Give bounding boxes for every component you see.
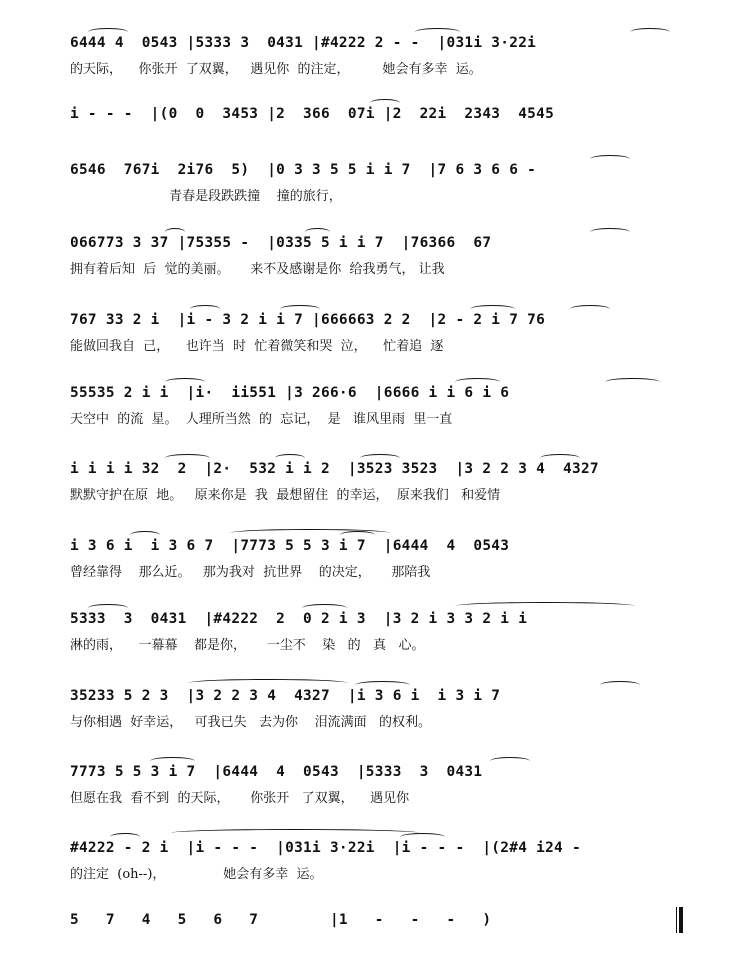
notation-line: 35233 5 2 3 |3 2 2 3 4 4327 |i 3 6 i i 3 i 7 [70,688,501,704]
lyric-line: 与你相遇 好幸运， 可我已失 去为你 泪流满面 的权利。 [70,715,431,730]
slur-mark [150,757,195,765]
slur-mark [490,757,530,765]
lyric-line: 但愿在我 看不到 的天际， 你张开 了双翼， 遇见你 [70,791,410,806]
lyric-line: 的注定 (oh--)， 她会有多幸 运。 [70,867,323,882]
lyric-line: 能做回我自 己， 也许当 时 忙着微笑和哭 泣， 忙着追 逐 [70,339,444,354]
slur-mark [370,99,400,107]
slur-mark [630,28,670,36]
notation-line: i - - - |(0 0 3453 |2 366 07i |2 22i 2343 4545 [70,106,555,122]
slur-mark [590,155,630,163]
slur-mark [340,531,375,539]
slur-mark [165,454,210,462]
slur-mark [470,305,515,313]
notation-line: 6444 4 0543 |5333 3 0431 |#4222 2 - - |031i 3·22i [70,35,537,51]
slur-mark [600,681,640,689]
lyric-line: 天空中 的流 星。 人理所当然 的 忘记， 是 谁风里雨 里一直 [70,412,453,427]
slur-mark [540,454,580,462]
final-barline-thin [676,907,677,933]
final-barline-thick [679,907,683,933]
slur-mark [110,833,140,841]
score-system-3 [70,157,682,217]
notation-line: i i i i 32 2 |2· 532 i i 2 |3523 3523 |3 2 2 3 4 4327 [70,461,599,477]
slur-mark [355,681,410,689]
slur-mark [170,829,420,837]
slur-mark [400,833,445,841]
lyric-line: 青春是段跌跌撞 撞的旅行， [70,189,342,204]
score-system-1 [70,30,682,90]
slur-mark [455,602,635,610]
slur-mark [305,228,330,236]
score-system-4 [70,230,682,290]
slur-mark [88,28,128,36]
slur-mark [590,228,630,236]
slur-mark [280,305,320,313]
notation-line: 066773 3 37 |75355 - |0335 5 i i 7 |76366 67 [70,235,492,251]
slur-mark [130,531,160,539]
slur-mark [188,679,348,687]
score-system-11 [70,759,682,819]
score-system-10 [70,683,682,743]
lyric-line: 默默守护在原 地。 原来你是 我 最想留住 的幸运， 原来我们 和爱情 [70,488,501,503]
score-system-12 [70,835,682,895]
notation-line: 55535 2 i i |i· ii551 |3 266·6 |6666 i i 6 i 6 [70,385,510,401]
slur-mark [455,378,500,386]
score-system-2 [70,101,682,161]
slur-mark [88,604,128,612]
notation-line: i 3 6 i i 3 6 7 |7773 5 5 3 i 7 |6444 4 0543 [70,538,510,554]
score-system-6 [70,380,682,440]
lyric-line: 拥有着后知 后 觉的美丽。 来不及感谢是你 给我勇气， 让我 [70,262,445,277]
notation-line: 5 7 4 5 6 7 |1 - - - ) [70,912,492,928]
notation-line: 6546 767i 2i76 5) |0 3 3 5 5 i i 7 |7 6 3 6 6 - [70,162,537,178]
slur-mark [360,454,400,462]
slur-mark [190,305,220,313]
notation-line: 767 33 2 i |i - 3 2 i i 7 |666663 2 2 |2 - 2 i 7 76 [70,312,546,328]
slur-mark [302,604,347,612]
slur-mark [165,378,205,386]
lyric-line: 淋的雨， 一幕幕 都是你， 一尘不 染 的 真 心。 [70,638,425,653]
score-system-9 [70,606,682,666]
lyric-line [70,936,682,958]
slur-mark [275,454,305,462]
slur-mark [605,378,660,386]
lyric-line [70,130,682,152]
notation-line: 7773 5 5 3 i 7 |6444 4 0543 |5333 3 0431 [70,764,483,780]
score-system-13 [70,907,682,967]
notation-line: 5333 3 0431 |#4222 2 0 2 i 3 |3 2 i 3 3 2 i i [70,611,528,627]
slur-mark [165,228,185,236]
slur-mark [570,305,610,313]
lyric-line: 曾经靠得 那么近。 那为我对 抗世界 的决定， 那陪我 [70,565,431,580]
score-system-8 [70,533,682,593]
score-system-5 [70,307,682,367]
score-system-7 [70,456,682,516]
notation-line: #4222 - 2 i |i - - - |031i 3·22i |i - - - |(2#4 i24 - [70,840,581,856]
slur-mark [415,28,460,36]
lyric-line: 的天际， 你张开 了双翼， 遇见你 的注定， 她会有多幸 运。 [70,62,482,77]
